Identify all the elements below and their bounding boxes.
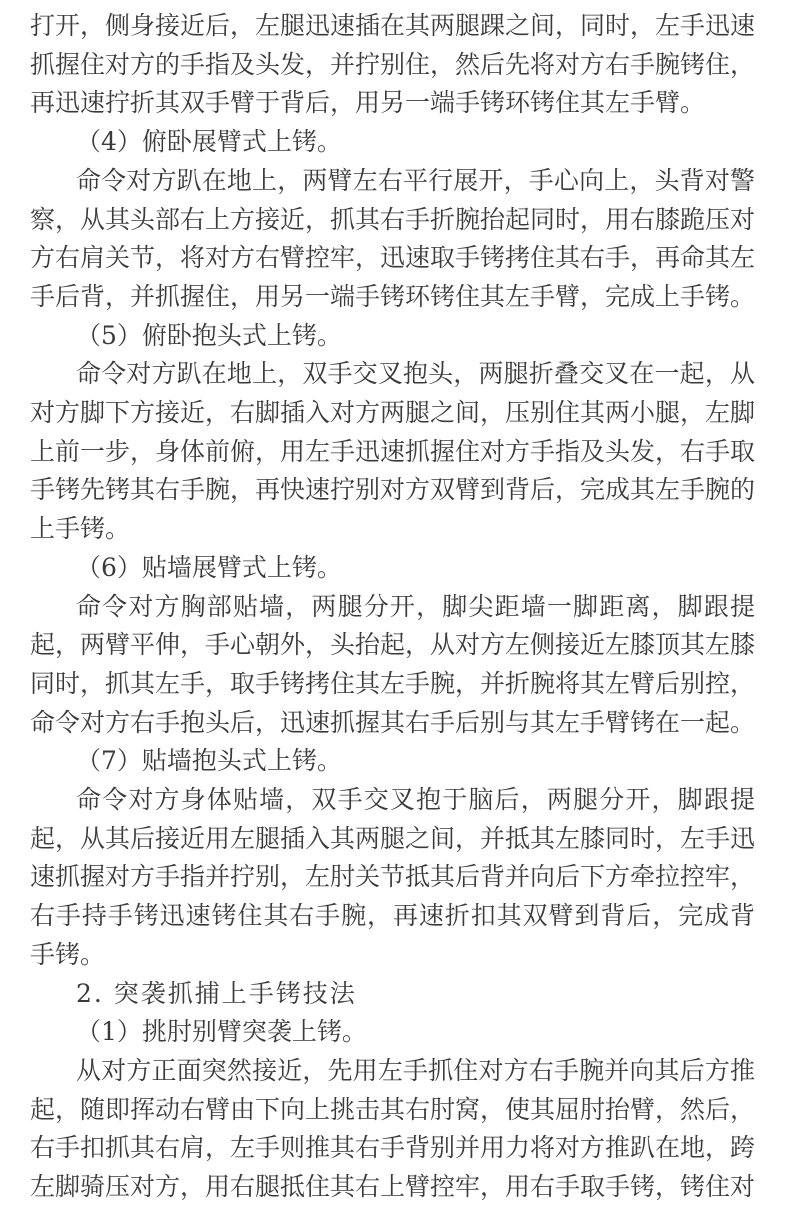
body-text-line: 同时，抓其左手，取手铐拷住其左手腕，并折腕将其左臂后别控， bbox=[30, 668, 755, 698]
body-text-line: 右手持手铐迅速铐住其右手腕，再速折扣其双臂到背后，完成背 bbox=[30, 901, 755, 931]
body-text-line: 速抓握对方手指并拧别，左肘关节抵其后背并向后下方牵拉控牢， bbox=[30, 862, 755, 892]
body-text-line: 抓握住对方的手指及头发，并拧别住，然后先将对方右手腕铐住， bbox=[30, 49, 755, 79]
paragraph-first-line: 命令对方趴在地上，双手交叉抱头，两腿折叠交叉在一起，从 bbox=[76, 359, 755, 389]
body-text-line: 方右肩关节，将对方右臂控牢，迅速取手铐拷住其右手，再命其左 bbox=[30, 243, 755, 273]
list-item-heading: （4）俯卧展臂式上铐。 bbox=[76, 127, 342, 157]
body-text-line: 手铐先铐其右手腕，再快速拧别对方双臂到背后，完成其左手腕的 bbox=[30, 475, 755, 505]
paragraph-first-line: 命令对方胸部贴墙，两腿分开，脚尖距墙一脚距离，脚跟提 bbox=[76, 591, 755, 621]
body-text-line: 对方脚下方接近，右脚插入对方两腿之间，压别住其两小腿，左脚 bbox=[30, 398, 755, 427]
body-text-line: 起，从其后接近用左腿插入其两腿之间，并抵其左膝同时，左手迅 bbox=[30, 823, 755, 853]
paragraph-first-line: 从对方正面突然接近，先用左手抓住对方右手腕并向其后方推 bbox=[76, 1055, 755, 1085]
body-text-line: 手后背，并抓握住，用另一端手铐环铐住其左手臂，完成上手铐。 bbox=[30, 281, 755, 311]
body-text-line: 打开，侧身接近后，左腿迅速插在其两腿踝之间，同时，左手迅速 bbox=[30, 11, 755, 40]
body-text-line: 察，从其头部右上方接近，抓其右手折腕抬起同时，用右膝跪压对 bbox=[30, 204, 755, 234]
paragraph-first-line: 命令对方趴在地上，两臂左右平行展开，手心向上，头背对警 bbox=[76, 165, 755, 195]
list-item-heading: （5）俯卧抱头式上铐。 bbox=[76, 320, 342, 350]
body-text-line: 起，随即挥动右臂由下向上挑击其右肘窝，使其屈肘抬臂，然后， bbox=[30, 1094, 755, 1124]
list-item-heading: （6）贴墙展臂式上铐。 bbox=[76, 552, 342, 582]
body-text-line: 左脚骑压对方，用右腿抵住其右上臂控牢，用右手取手铐，铐住对 bbox=[30, 1172, 755, 1201]
section-heading: 2. 突袭抓捕上手铐技法 bbox=[76, 978, 357, 1008]
body-text-line: 起，两臂平伸，手心朝外，头抬起，从对方左侧接近左膝顶其左膝 bbox=[30, 630, 755, 660]
list-item-heading: （7）贴墙抱头式上铐。 bbox=[76, 746, 342, 776]
body-text-line: 右手扣抓其右肩，左手则推其右手背别并用力将对方推趴在地，跨 bbox=[30, 1133, 755, 1163]
body-text-line: 命令对方右手抱头后，迅速抓握其右手后别与其左手臂铐在一起。 bbox=[30, 707, 755, 737]
body-text-line: 再迅速拧折其双手臂于背后，用另一端手铐环铐住其左手臂。 bbox=[30, 88, 706, 118]
paragraph-first-line: 命令对方身体贴墙，双手交叉抱于脑后，两腿分开，脚跟提 bbox=[76, 785, 755, 814]
body-text-line: 手铐。 bbox=[30, 939, 106, 969]
body-text-line: 上手铐。 bbox=[30, 514, 131, 544]
body-text-line: 上前一步，身体前俯，用左手迅速抓握住对方手指及头发，右手取 bbox=[30, 436, 755, 466]
list-item-heading: （1）挑肘别臂突袭上铐。 bbox=[76, 1017, 367, 1047]
